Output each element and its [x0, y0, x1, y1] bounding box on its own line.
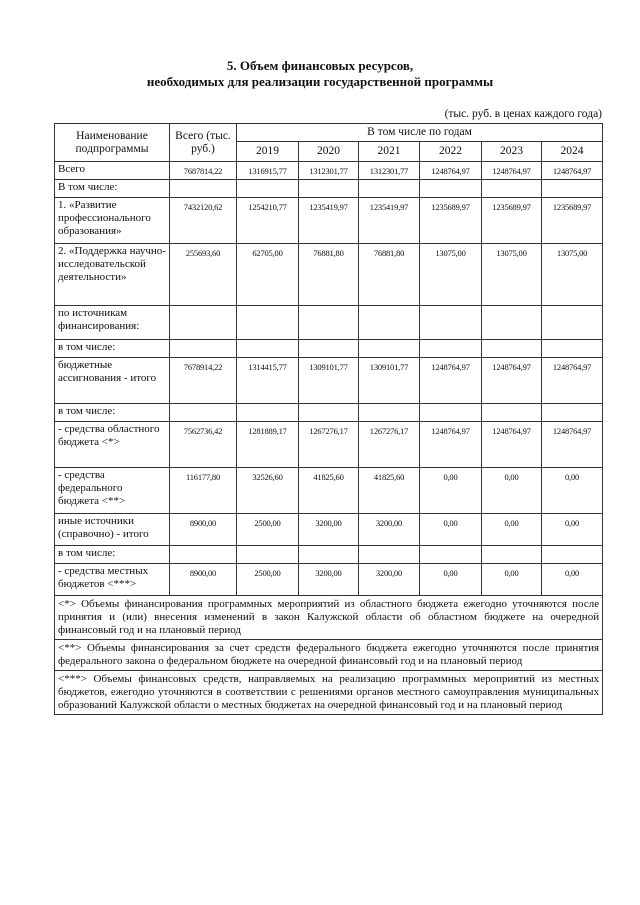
section-title: [0, 58, 640, 90]
row-total: [170, 340, 237, 358]
row-year-value: [482, 340, 542, 358]
row-year-value: [542, 546, 603, 564]
row-year-value: 1248764,97: [542, 422, 603, 468]
row-label: 1. «Развитие профессионального образования»: [55, 198, 170, 244]
row-year-value: [237, 306, 299, 340]
row-year-value: [299, 404, 359, 422]
row-total: 255693,60: [170, 244, 237, 306]
row-year-value: 1309101,77: [299, 358, 359, 404]
row-year-value: 1316915,77: [237, 162, 299, 180]
financing-table: [54, 123, 603, 715]
units-note: (тыс. руб. в ценах каждого года): [444, 108, 602, 120]
row-total: 7687814,22: [170, 162, 237, 180]
row-year-value: [359, 404, 420, 422]
row-year-value: [482, 180, 542, 198]
row-year-value: 41825,60: [359, 468, 420, 514]
row-year-value: [482, 546, 542, 564]
row-year-value: [420, 546, 482, 564]
row-year-value: 0,00: [420, 468, 482, 514]
footnote-row: [55, 671, 603, 715]
row-total: 8900,00: [170, 514, 237, 546]
row-year-value: 76881,80: [299, 244, 359, 306]
row-year-value: 1248764,97: [482, 358, 542, 404]
row-year-value: 2500,00: [237, 564, 299, 596]
row-label: в том числе:: [55, 340, 170, 358]
row-year-value: 32526,60: [237, 468, 299, 514]
row-year-value: 3200,00: [299, 564, 359, 596]
row-year-value: 3200,00: [299, 514, 359, 546]
table-row: [55, 546, 603, 564]
row-label: в том числе:: [55, 404, 170, 422]
row-year-value: [299, 340, 359, 358]
header-total: Всего (тыс. руб.): [170, 124, 237, 162]
footnote-1: <*> Объемы финансирования программных мероприятий из областного бюджета ежегодно уточняются после принятия и (или) внесения изменений в закон Калужской области об областном бюджете на очередной финансовый год и на плановый период: [55, 596, 603, 640]
header-year: 2022: [420, 142, 482, 162]
row-year-value: 3200,00: [359, 514, 420, 546]
row-year-value: 1248764,97: [420, 162, 482, 180]
row-year-value: 41825,60: [299, 468, 359, 514]
row-year-value: 2500,00: [237, 514, 299, 546]
row-year-value: [542, 306, 603, 340]
row-year-value: 1248764,97: [420, 358, 482, 404]
row-year-value: 1248764,97: [542, 162, 603, 180]
row-year-value: 3200,00: [359, 564, 420, 596]
row-year-value: 1235689,97: [542, 198, 603, 244]
row-year-value: [420, 180, 482, 198]
row-year-value: [542, 180, 603, 198]
row-year-value: 0,00: [420, 514, 482, 546]
row-label: В том числе:: [55, 180, 170, 198]
table-row: [55, 564, 603, 596]
row-year-value: 1312301,77: [299, 162, 359, 180]
table-row: [55, 198, 603, 244]
row-label: по источникам финансирования:: [55, 306, 170, 340]
row-year-value: [237, 546, 299, 564]
table-row: [55, 404, 603, 422]
row-total: 7678914,22: [170, 358, 237, 404]
row-year-value: 1254210,77: [237, 198, 299, 244]
row-year-value: 1235419,97: [359, 198, 420, 244]
row-year-value: [542, 404, 603, 422]
footnote-row: [55, 596, 603, 640]
row-year-value: 0,00: [482, 564, 542, 596]
row-year-value: 1248764,97: [482, 162, 542, 180]
row-label: - средства местных бюджетов <***>: [55, 564, 170, 596]
row-year-value: 13075,00: [542, 244, 603, 306]
row-year-value: [237, 340, 299, 358]
row-year-value: 0,00: [542, 514, 603, 546]
table-row: [55, 162, 603, 180]
row-year-value: 1267276,17: [299, 422, 359, 468]
table-row: [55, 358, 603, 404]
row-year-value: 1314415,77: [237, 358, 299, 404]
row-year-value: 1248764,97: [420, 422, 482, 468]
row-year-value: 1248764,97: [482, 422, 542, 468]
row-year-value: [299, 180, 359, 198]
row-year-value: [542, 340, 603, 358]
title-line-1: 5. Объем финансовых ресурсов,: [226, 58, 414, 73]
row-year-value: 0,00: [542, 564, 603, 596]
table-row: [55, 180, 603, 198]
footnote-3: <***> Объемы финансовых средств, направляемых на реализацию программных мероприятий из местных бюджетов, ежегодно уточняются в соответствии с решениями органов местного самоуправления муниципальных образований Калужской области о местных бюджетах на очередной финансовый год и на плановый период: [55, 671, 603, 715]
footnote-row: [55, 640, 603, 671]
row-year-value: [420, 404, 482, 422]
row-year-value: 0,00: [542, 468, 603, 514]
row-label: бюджетные ассигнования - итого: [55, 358, 170, 404]
row-year-value: [237, 404, 299, 422]
row-year-value: 1309101,77: [359, 358, 420, 404]
row-year-value: 1312301,77: [359, 162, 420, 180]
row-total: 7562736,42: [170, 422, 237, 468]
row-year-value: 13075,00: [420, 244, 482, 306]
footnote-2: <**> Объемы финансирования за счет средств федерального бюджета ежегодно уточняются после принятия федерального закона о федеральном бюджете на очередной финансовый год и на плановый период: [55, 640, 603, 671]
row-year-value: 1267276,17: [359, 422, 420, 468]
row-label: - средства областного бюджета <*>: [55, 422, 170, 468]
row-year-value: 1235689,97: [482, 198, 542, 244]
row-year-value: [299, 306, 359, 340]
row-label: в том числе:: [55, 546, 170, 564]
row-total: 7432120,62: [170, 198, 237, 244]
row-year-value: [359, 340, 420, 358]
row-total: [170, 306, 237, 340]
header-year: 2023: [482, 142, 542, 162]
header-by-years: В том числе по годам: [237, 124, 603, 142]
table-row: [55, 306, 603, 340]
row-year-value: 1248764,97: [542, 358, 603, 404]
table-row: [55, 422, 603, 468]
header-year: 2024: [542, 142, 603, 162]
row-label: 2. «Поддержка научно-исследовательской деятельности»: [55, 244, 170, 306]
row-year-value: 13075,00: [482, 244, 542, 306]
table-row: [55, 514, 603, 546]
row-label: иные источники (справочно) - итого: [55, 514, 170, 546]
row-year-value: [359, 546, 420, 564]
header-year: 2020: [299, 142, 359, 162]
row-total: 8900,00: [170, 564, 237, 596]
title-line-2: необходимых для реализации государственной программы: [146, 74, 494, 89]
row-year-value: [237, 180, 299, 198]
row-year-value: [420, 340, 482, 358]
table-row: [55, 340, 603, 358]
row-year-value: [420, 306, 482, 340]
row-year-value: [359, 306, 420, 340]
row-total: 116177,80: [170, 468, 237, 514]
row-year-value: [482, 404, 542, 422]
row-year-value: 76881,80: [359, 244, 420, 306]
row-year-value: [359, 180, 420, 198]
row-label: - средства федерального бюджета <**>: [55, 468, 170, 514]
table-row: [55, 468, 603, 514]
row-total: [170, 404, 237, 422]
header-name: Наименование подпрограммы: [55, 124, 170, 162]
row-year-value: 1235419,97: [299, 198, 359, 244]
row-year-value: 0,00: [482, 468, 542, 514]
row-total: [170, 546, 237, 564]
row-year-value: [482, 306, 542, 340]
row-year-value: 0,00: [482, 514, 542, 546]
row-year-value: 1235689,97: [420, 198, 482, 244]
row-year-value: 62705,00: [237, 244, 299, 306]
table-row: [55, 244, 603, 306]
row-year-value: 0,00: [420, 564, 482, 596]
header-year: 2019: [237, 142, 299, 162]
row-label: Всего: [55, 162, 170, 180]
row-year-value: 1281889,17: [237, 422, 299, 468]
row-year-value: [299, 546, 359, 564]
header-year: 2021: [359, 142, 420, 162]
row-total: [170, 180, 237, 198]
